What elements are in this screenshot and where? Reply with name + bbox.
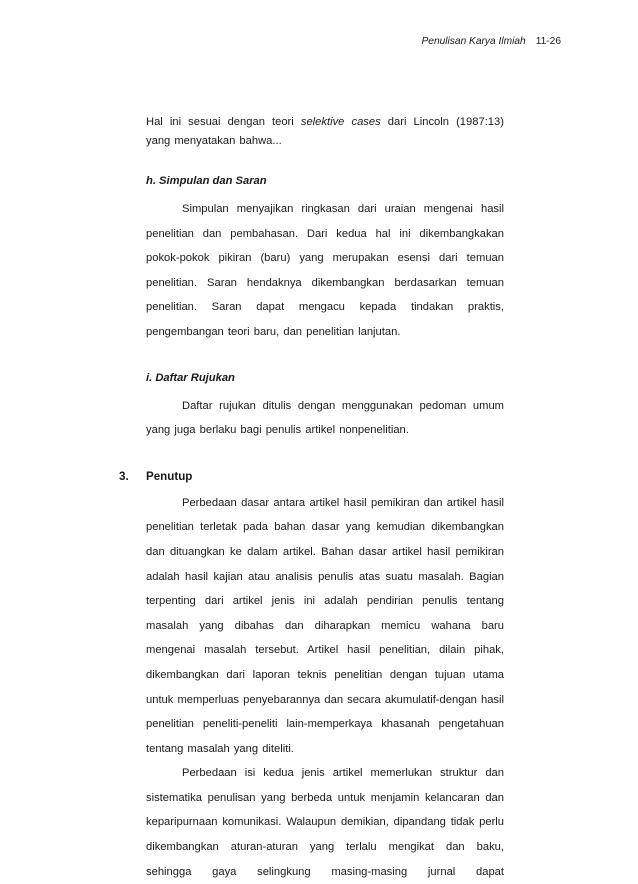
heading-daftar-rujukan: i. Daftar Rujukan <box>146 371 235 384</box>
running-header <box>421 36 561 47</box>
paragraph-daftar-rujukan: Daftar rujukan ditulis dengan menggunakan pedoman umum yang juga berlaku bagi penulis artikel nonpenelitian. <box>146 399 504 437</box>
intro-paragraph <box>146 113 504 151</box>
section-number: 3. <box>119 469 129 483</box>
intro-italic-term: selektive cases <box>300 116 381 128</box>
heading-penutup <box>119 467 504 486</box>
intro-text-2: dari Lincoln (1987:13) yang menyatakan bahwa... <box>146 116 504 147</box>
paragraph-penutup-1: Perbedaan dasar antara artikel hasil pemikiran dan artikel hasil penelitian terletak pada bahan dasar yang kemudian dikembangkan dan dituangkan ke dalam artikel. Bahan dasar artikel hasil pemikiran adalah hasil kajian atau analisis penulis atas suatu masalah. Bagian terpenting dari artikel jenis ini adalah pendirian penulis tentang masalah yang dibahas dan diharapkan memicu wahana baru mengenai masalah tersebut. Artikel hasil penelitian, dilain pihak, dikembangkan dari laporan teknis penelitian dengan tujuan utama untuk memperluas penyebarannya dan secara akumulatif-dengan hasil penelitian peneliti-peneliti lain-memperkaya khasanah pengetahuan tentang masalah yang diteliti. <box>146 496 505 755</box>
intro-text-1: Hal ini sesuai dengan teori <box>146 116 301 128</box>
paragraph-simpulan-saran: Simpulan menyajikan ringkasan dari uraian mengenai hasil penelitian dan pembahasan. Dari kedua hal ini dikembangkakan pokok-pokok pikiran (baru) yang merupakan esensi dari temuan penelitian. Saran hendaknya dikembangkan berdasarkan temuan penelitian. Saran dapat mengacu kepada tindakan praktis, pengembangan teori baru, dan penelitian lanjutan. <box>146 203 504 338</box>
header-title: Penulisan Karya Ilmiah <box>421 36 526 47</box>
page-number: 11-26 <box>535 36 561 47</box>
section-title: Penutup <box>146 469 193 483</box>
heading-simpulan-saran: h. Simpulan dan Saran <box>146 175 267 187</box>
page-content <box>119 113 505 884</box>
paragraph-penutup-2: Perbedaan isi kedua jenis artikel memerlukan struktur dan sistematika penulisan yang berbeda untuk menjamin kelancaran dan keparipurnaan komunikasi. Walaupun demikian, dipandang tidak perlu dikembangkan aturan-aturan yang terlalu mengikat dan baku, sehingga gaya selingkung masing-masing jurnal dapat <box>146 767 504 878</box>
